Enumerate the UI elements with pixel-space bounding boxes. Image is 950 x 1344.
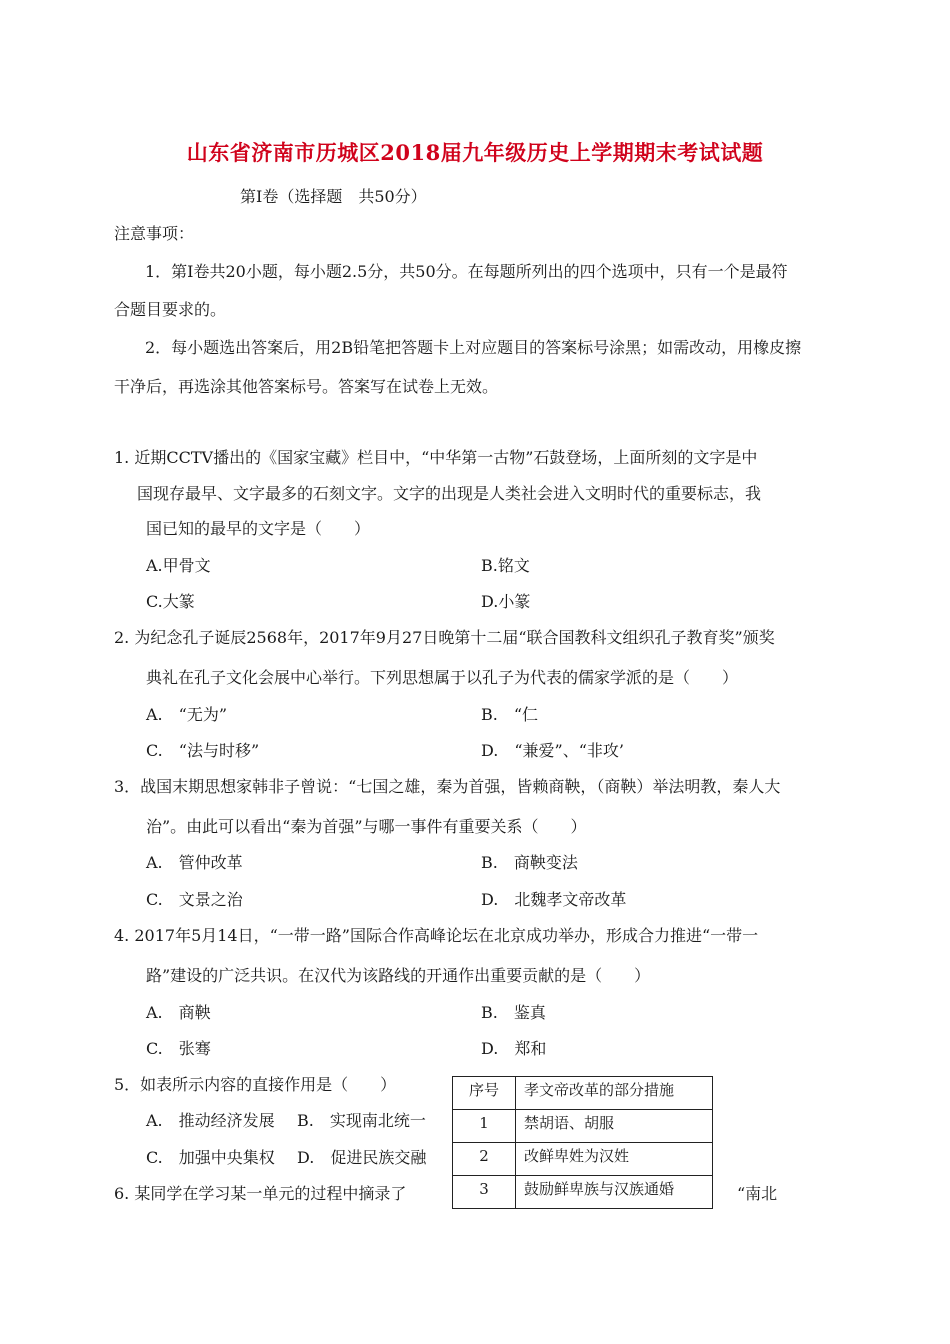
option-d: D. 郑和 — [481, 1039, 547, 1058]
notes-label: 注意事项： — [114, 224, 195, 243]
question-stem: 2. 为纪念孔子诞辰2568年，2017年9月27日晚第十二届“联合国教科文组织孔子教育奖”颁奖 — [114, 628, 775, 647]
table-header-cell: 孝文帝改革的部分措施 — [516, 1077, 713, 1110]
option-b: B.铭文 — [481, 556, 530, 575]
table-cell: 2 — [453, 1143, 516, 1176]
option-d: D. “兼爱”、“非攻’ — [481, 741, 624, 760]
table-row — [453, 1176, 713, 1209]
option-d: D.小篆 — [481, 592, 531, 611]
option-a: A. 管仲改革 — [146, 853, 243, 872]
table-header-cell: 序号 — [453, 1077, 516, 1110]
table-cell: 禁胡语、胡服 — [516, 1110, 713, 1143]
table-cell: 1 — [453, 1110, 516, 1143]
option-c: C. 文景之治 — [146, 890, 243, 909]
option-a: A. “无为” — [146, 705, 228, 724]
option-c: C. “法与时移” — [146, 741, 260, 760]
table-row — [453, 1143, 713, 1176]
note-line: 2．每小题选出答案后，用2B铅笔把答题卡上对应题目的答案标号涂黑；如需改动，用橡皮擦 — [145, 338, 802, 357]
note-line: 1．第Ⅰ卷共20小题，每小题2.5分，共50分。在每题所列出的四个选项中，只有一个是最符 — [145, 262, 788, 281]
option-b: B. “仁 — [481, 705, 539, 724]
question-stem: 6. 某同学在学习某一单元的过程中摘录了 — [114, 1184, 407, 1203]
section-heading: 第Ⅰ卷（选择题 共50分） — [240, 187, 427, 206]
question-stem: 1. 近期CCTV播出的《国家宝藏》栏目中，“中华第一古物”石鼓登场，上面所刻的文字是中 — [114, 448, 758, 467]
question-stem: 3．战国末期思想家韩非子曾说：“七国之雄，秦为首强，皆赖商鞅，（商鞅）举法明教，秦人大 — [114, 777, 781, 796]
option-b: B. 实现南北统一 — [297, 1111, 426, 1130]
table-row — [453, 1110, 713, 1143]
question-stem: “南北 — [737, 1184, 778, 1203]
option-d: D. 北魏孝文帝改革 — [481, 890, 627, 909]
question-stem: 国现存最早、文字最多的石刻文字。文字的出现是人类社会进入文明时代的重要标志，我 — [137, 484, 762, 503]
option-c: C. 加强中央集权 — [146, 1148, 275, 1167]
option-c: C. 张骞 — [146, 1039, 211, 1058]
table-cell: 鼓励鲜卑族与汉族通婚 — [516, 1176, 713, 1209]
question-stem: 5．如表所示内容的直接作用是（ ） — [114, 1075, 397, 1094]
page-title: 山东省济南市历城区2018届九年级历史上学期期末考试试题 — [186, 140, 764, 165]
question-stem: 治”。由此可以看出“秦为首强”与哪一事件有重要关系（ ） — [146, 817, 587, 836]
note-line: 干净后，再选涂其他答案标号。答案写在试卷上无效。 — [114, 377, 499, 396]
reform-measures-table — [452, 1076, 713, 1209]
question-stem: 国已知的最早的文字是（ ） — [146, 519, 371, 538]
option-b: B. 商鞅变法 — [481, 853, 578, 872]
question-stem: 路”建设的广泛共识。在汉代为该路线的开通作出重要贡献的是（ ） — [146, 966, 651, 985]
question-stem: 4. 2017年5月14日，“一带一路”国际合作高峰论坛在北京成功举办，形成合力推进“一带一 — [114, 926, 759, 945]
option-a: A. 商鞅 — [146, 1003, 211, 1022]
option-a: A.甲骨文 — [146, 556, 211, 575]
note-line: 合题目要求的。 — [114, 300, 227, 319]
question-stem: 典礼在孔子文化会展中心举行。下列思想属于以孔子为代表的儒家学派的是（ ） — [146, 668, 739, 687]
option-c: C.大篆 — [146, 592, 195, 611]
option-b: B. 鉴真 — [481, 1003, 546, 1022]
table-header-row — [453, 1077, 713, 1110]
option-d: D. 促进民族交融 — [297, 1148, 427, 1167]
table-cell: 改鲜卑姓为汉姓 — [516, 1143, 713, 1176]
table-cell: 3 — [453, 1176, 516, 1209]
option-a: A. 推动经济发展 — [146, 1111, 275, 1130]
